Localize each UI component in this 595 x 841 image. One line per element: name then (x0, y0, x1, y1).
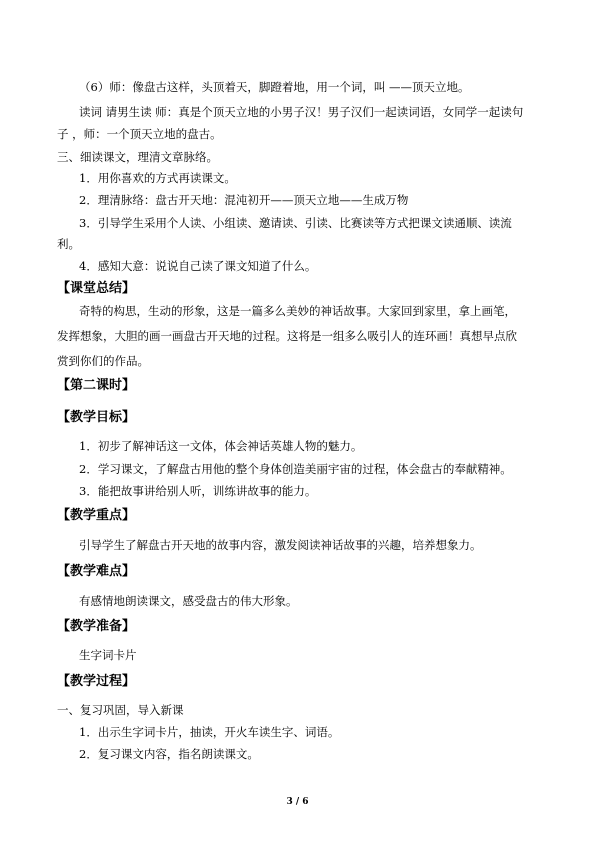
body-line: 有感情地朗读课文，感受盘古的伟大形象。 (79, 594, 298, 608)
list-item: 2．理清脉络：盘古开天地：混沌初开——顶天立地——生成万物 (79, 193, 409, 207)
body-line: 发挥想象，大胆的画一画盘古开天地的过程。这将是一组多么吸引人的连环画！真想早点欣 (57, 329, 517, 343)
heading-key-points: 【教学重点】 (57, 508, 136, 523)
page-number: 3 / 6 (286, 797, 309, 807)
list-item: 1．出示生字词卡片，抽读，开火车读生字、词语。 (79, 725, 340, 739)
heading-class-summary: 【课堂总结】 (57, 281, 136, 296)
body-line: 奇特的构思，生动的形象，这是一篇多么美妙的神话故事。大家回到家里，拿上画笔， (79, 304, 516, 318)
section-heading: 三、细读课文，理清文章脉络。 (57, 150, 218, 164)
heading-difficulties: 【教学难点】 (57, 564, 136, 579)
body-line: 子 ，师：一个顶天立地的盘古。 (57, 127, 222, 141)
list-item: 4．感知大意：说说自己读了课文知道了什么。 (79, 259, 317, 273)
list-item: 2．学习课文，了解盘古用他的整个身体创造美丽宇宙的过程，体会盘古的奉献精神。 (79, 462, 512, 476)
body-line: 引导学生了解盘古开天地的故事内容，激发阅读神话故事的兴趣，培养想象力。 (79, 538, 482, 552)
heading-teaching-goals: 【教学目标】 (57, 410, 136, 425)
body-line: 读词 请男生读 师：真是个顶天立地的小男子汉！男子汉们一起读词语，女同学一起读句 (79, 105, 524, 119)
heading-teaching-process: 【教学过程】 (57, 674, 136, 689)
body-line: 利。 (57, 237, 80, 251)
section-heading: 一、复习巩固，导入新课 (57, 703, 184, 717)
body-line: 生字词卡片 (79, 648, 137, 662)
body-line: 赏到你们的作品。 (57, 354, 149, 368)
list-item: 1．初步了解神话这一文体，体会神话英雄人物的魅力。 (79, 439, 363, 453)
list-item: 1．用你喜欢的方式再读课文。 (79, 171, 236, 185)
list-item: 2．复习课文内容，指名朗读课文。 (79, 747, 259, 761)
list-item: 3．能把故事讲给别人听，训练讲故事的能力。 (79, 484, 317, 498)
body-line: （6）师：像盘古这样，头顶着天，脚蹬着地，用一个词，叫 ——顶天立地。 (79, 80, 470, 94)
list-item: 3．引导学生采用个人读、小组读、邀请读、引读、比赛读等方式把课文读通顺、读流 (79, 216, 512, 230)
heading-preparation: 【教学准备】 (57, 619, 136, 634)
heading-second-lesson: 【第二课时】 (57, 378, 136, 393)
